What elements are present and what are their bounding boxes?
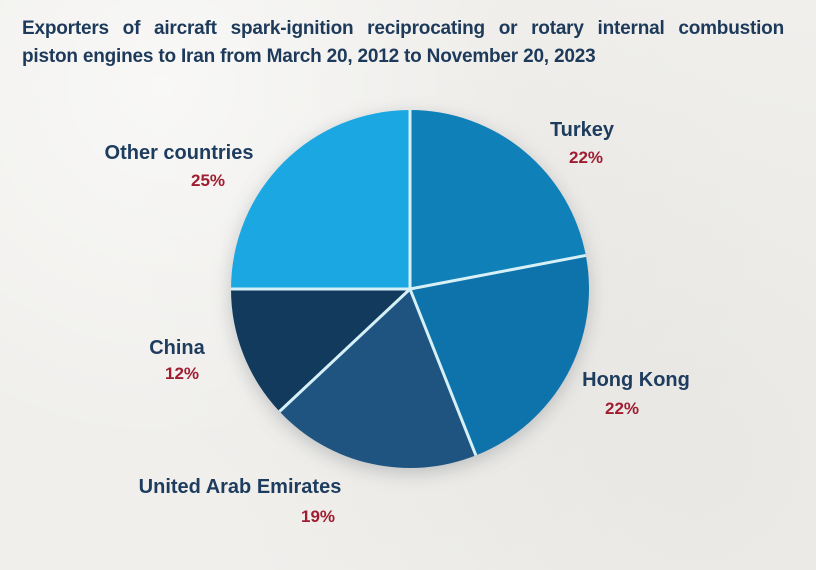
percent-uae: 19% [300, 507, 336, 526]
percent-turkey: 22% [568, 148, 604, 167]
label-china: China [149, 337, 205, 359]
percent-hong-kong: 22% [604, 399, 640, 418]
chart-title [22, 15, 784, 71]
percent-other-countries: 25% [190, 171, 226, 190]
pie-slice-other-countries [231, 110, 410, 289]
label-turkey: Turkey [549, 119, 615, 141]
label-uae: United Arab Emirates [138, 476, 342, 498]
pie-chart [229, 108, 591, 470]
chart-title-line-1: Exporters of aircraft spark-ignition reciprocating or rotary internal combustion [22, 18, 784, 39]
chart-title-line-2: piston engines to Iran from March 20, 2012 to November 20, 2023 [22, 46, 596, 67]
label-other-countries: Other countries [104, 142, 254, 164]
label-hong-kong: Hong Kong [582, 369, 690, 391]
percent-china: 12% [164, 364, 200, 383]
